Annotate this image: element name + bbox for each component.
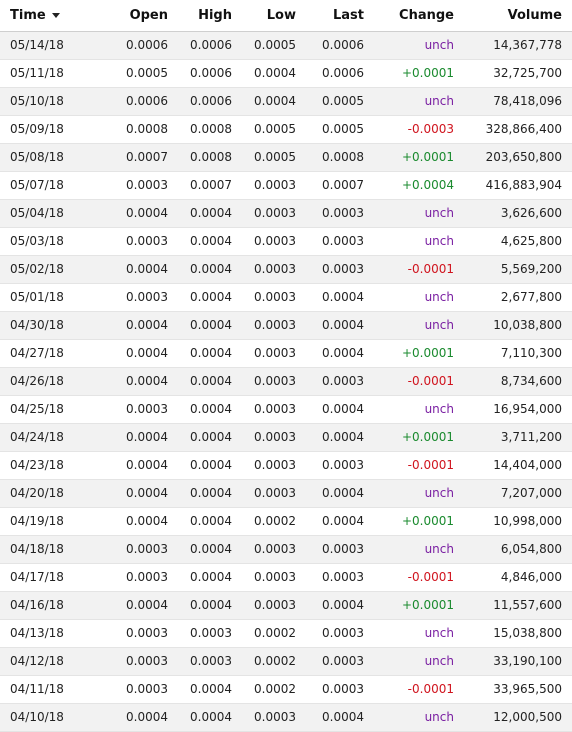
cell-high: 0.0008 <box>178 115 242 143</box>
cell-change: unch <box>374 87 464 115</box>
column-header-volume[interactable]: Volume <box>464 0 572 31</box>
cell-high: 0.0004 <box>178 479 242 507</box>
cell-last: 0.0006 <box>306 59 374 87</box>
cell-volume: 2,677,800 <box>464 283 572 311</box>
cell-last: 0.0007 <box>306 171 374 199</box>
cell-last: 0.0004 <box>306 395 374 423</box>
cell-change: -0.0001 <box>374 255 464 283</box>
column-header-open[interactable]: Open <box>100 0 178 31</box>
table-row <box>0 423 572 451</box>
table-row <box>0 395 572 423</box>
cell-open: 0.0005 <box>100 59 178 87</box>
cell-last: 0.0003 <box>306 619 374 647</box>
cell-volume: 14,404,000 <box>464 451 572 479</box>
table-row <box>0 143 572 171</box>
cell-time: 04/10/18 <box>0 703 100 731</box>
cell-volume: 7,110,300 <box>464 339 572 367</box>
cell-volume: 4,625,800 <box>464 227 572 255</box>
cell-low: 0.0003 <box>242 311 306 339</box>
cell-open: 0.0004 <box>100 339 178 367</box>
cell-high: 0.0004 <box>178 703 242 731</box>
cell-volume: 203,650,800 <box>464 143 572 171</box>
cell-low: 0.0002 <box>242 647 306 675</box>
cell-high: 0.0004 <box>178 535 242 563</box>
cell-high: 0.0003 <box>178 647 242 675</box>
cell-high: 0.0008 <box>178 143 242 171</box>
cell-open: 0.0004 <box>100 199 178 227</box>
cell-change: unch <box>374 619 464 647</box>
cell-time: 05/04/18 <box>0 199 100 227</box>
table-row <box>0 451 572 479</box>
cell-change: -0.0001 <box>374 563 464 591</box>
table-row <box>0 171 572 199</box>
cell-last: 0.0004 <box>306 423 374 451</box>
cell-volume: 3,711,200 <box>464 423 572 451</box>
table-header <box>0 0 572 31</box>
cell-open: 0.0003 <box>100 171 178 199</box>
cell-high: 0.0004 <box>178 283 242 311</box>
header-row <box>0 0 572 31</box>
cell-low: 0.0003 <box>242 703 306 731</box>
cell-low: 0.0003 <box>242 227 306 255</box>
cell-low: 0.0003 <box>242 395 306 423</box>
cell-time: 05/08/18 <box>0 143 100 171</box>
cell-last: 0.0004 <box>306 703 374 731</box>
column-header-low[interactable]: Low <box>242 0 306 31</box>
cell-open: 0.0004 <box>100 423 178 451</box>
cell-change: unch <box>374 479 464 507</box>
table-row <box>0 367 572 395</box>
cell-low: 0.0005 <box>242 115 306 143</box>
cell-volume: 33,965,500 <box>464 675 572 703</box>
cell-last: 0.0003 <box>306 675 374 703</box>
cell-change: -0.0001 <box>374 451 464 479</box>
cell-low: 0.0003 <box>242 451 306 479</box>
cell-low: 0.0005 <box>242 143 306 171</box>
cell-volume: 15,038,800 <box>464 619 572 647</box>
cell-high: 0.0004 <box>178 591 242 619</box>
cell-high: 0.0004 <box>178 507 242 535</box>
cell-change: +0.0001 <box>374 507 464 535</box>
cell-time: 04/30/18 <box>0 311 100 339</box>
cell-change: unch <box>374 227 464 255</box>
cell-time: 04/23/18 <box>0 451 100 479</box>
cell-time: 05/10/18 <box>0 87 100 115</box>
cell-last: 0.0004 <box>306 591 374 619</box>
cell-volume: 10,998,000 <box>464 507 572 535</box>
cell-time: 04/25/18 <box>0 395 100 423</box>
cell-last: 0.0003 <box>306 367 374 395</box>
cell-change: +0.0001 <box>374 339 464 367</box>
cell-volume: 32,725,700 <box>464 59 572 87</box>
cell-time: 04/27/18 <box>0 339 100 367</box>
cell-change: -0.0001 <box>374 675 464 703</box>
cell-low: 0.0003 <box>242 423 306 451</box>
table-row <box>0 647 572 675</box>
cell-volume: 5,569,200 <box>464 255 572 283</box>
cell-volume: 8,734,600 <box>464 367 572 395</box>
table-row <box>0 31 572 59</box>
cell-open: 0.0004 <box>100 367 178 395</box>
cell-open: 0.0004 <box>100 479 178 507</box>
column-header-time-label: Time <box>10 7 46 23</box>
table-row <box>0 563 572 591</box>
cell-last: 0.0003 <box>306 563 374 591</box>
table-row <box>0 675 572 703</box>
cell-high: 0.0004 <box>178 339 242 367</box>
cell-time: 04/17/18 <box>0 563 100 591</box>
cell-last: 0.0004 <box>306 479 374 507</box>
column-header-last[interactable]: Last <box>306 0 374 31</box>
cell-change: unch <box>374 647 464 675</box>
cell-low: 0.0004 <box>242 87 306 115</box>
cell-low: 0.0005 <box>242 31 306 59</box>
cell-time: 04/16/18 <box>0 591 100 619</box>
cell-volume: 14,367,778 <box>464 31 572 59</box>
cell-high: 0.0004 <box>178 563 242 591</box>
cell-open: 0.0004 <box>100 451 178 479</box>
cell-low: 0.0003 <box>242 563 306 591</box>
cell-last: 0.0003 <box>306 535 374 563</box>
cell-change: unch <box>374 395 464 423</box>
cell-low: 0.0003 <box>242 479 306 507</box>
cell-high: 0.0004 <box>178 199 242 227</box>
cell-time: 05/09/18 <box>0 115 100 143</box>
cell-time: 04/11/18 <box>0 675 100 703</box>
cell-high: 0.0003 <box>178 619 242 647</box>
cell-change: +0.0004 <box>374 171 464 199</box>
cell-change: -0.0003 <box>374 115 464 143</box>
cell-volume: 328,866,400 <box>464 115 572 143</box>
cell-open: 0.0004 <box>100 507 178 535</box>
cell-time: 04/20/18 <box>0 479 100 507</box>
cell-last: 0.0004 <box>306 339 374 367</box>
table-row <box>0 199 572 227</box>
cell-volume: 10,038,800 <box>464 311 572 339</box>
cell-time: 04/26/18 <box>0 367 100 395</box>
cell-change: unch <box>374 283 464 311</box>
cell-change: unch <box>374 199 464 227</box>
cell-time: 04/19/18 <box>0 507 100 535</box>
cell-last: 0.0003 <box>306 227 374 255</box>
cell-open: 0.0004 <box>100 703 178 731</box>
cell-change: +0.0001 <box>374 423 464 451</box>
cell-last: 0.0004 <box>306 311 374 339</box>
cell-high: 0.0004 <box>178 395 242 423</box>
cell-change: +0.0001 <box>374 143 464 171</box>
table-row <box>0 535 572 563</box>
cell-last: 0.0003 <box>306 451 374 479</box>
cell-low: 0.0003 <box>242 535 306 563</box>
cell-low: 0.0003 <box>242 367 306 395</box>
cell-open: 0.0003 <box>100 395 178 423</box>
cell-time: 04/12/18 <box>0 647 100 675</box>
cell-change: +0.0001 <box>374 591 464 619</box>
table-row <box>0 255 572 283</box>
cell-low: 0.0003 <box>242 199 306 227</box>
cell-open: 0.0007 <box>100 143 178 171</box>
table-row <box>0 339 572 367</box>
cell-open: 0.0004 <box>100 591 178 619</box>
table-row <box>0 507 572 535</box>
cell-open: 0.0003 <box>100 675 178 703</box>
cell-last: 0.0003 <box>306 199 374 227</box>
cell-time: 04/13/18 <box>0 619 100 647</box>
cell-volume: 7,207,000 <box>464 479 572 507</box>
cell-open: 0.0006 <box>100 87 178 115</box>
cell-volume: 6,054,800 <box>464 535 572 563</box>
cell-time: 04/18/18 <box>0 535 100 563</box>
cell-low: 0.0002 <box>242 675 306 703</box>
cell-time: 05/14/18 <box>0 31 100 59</box>
table-row <box>0 115 572 143</box>
cell-low: 0.0003 <box>242 171 306 199</box>
cell-low: 0.0002 <box>242 507 306 535</box>
cell-open: 0.0003 <box>100 283 178 311</box>
table-row <box>0 227 572 255</box>
cell-volume: 33,190,100 <box>464 647 572 675</box>
cell-high: 0.0004 <box>178 675 242 703</box>
table-row <box>0 479 572 507</box>
cell-low: 0.0003 <box>242 591 306 619</box>
cell-high: 0.0004 <box>178 451 242 479</box>
cell-high: 0.0004 <box>178 311 242 339</box>
column-header-time[interactable] <box>0 0 100 31</box>
cell-last: 0.0003 <box>306 255 374 283</box>
table-row <box>0 619 572 647</box>
cell-last: 0.0006 <box>306 31 374 59</box>
cell-high: 0.0006 <box>178 31 242 59</box>
cell-high: 0.0006 <box>178 87 242 115</box>
cell-low: 0.0003 <box>242 339 306 367</box>
cell-time: 04/24/18 <box>0 423 100 451</box>
cell-volume: 78,418,096 <box>464 87 572 115</box>
cell-open: 0.0004 <box>100 255 178 283</box>
cell-high: 0.0007 <box>178 171 242 199</box>
cell-change: +0.0001 <box>374 59 464 87</box>
cell-high: 0.0004 <box>178 255 242 283</box>
cell-time: 05/03/18 <box>0 227 100 255</box>
cell-change: unch <box>374 311 464 339</box>
cell-open: 0.0003 <box>100 647 178 675</box>
cell-time: 05/11/18 <box>0 59 100 87</box>
caret-down-icon <box>52 13 60 18</box>
cell-low: 0.0004 <box>242 59 306 87</box>
cell-change: unch <box>374 31 464 59</box>
cell-change: unch <box>374 535 464 563</box>
column-header-high[interactable]: High <box>178 0 242 31</box>
cell-low: 0.0003 <box>242 283 306 311</box>
cell-last: 0.0005 <box>306 115 374 143</box>
table-body <box>0 31 572 731</box>
cell-change: unch <box>374 703 464 731</box>
cell-open: 0.0003 <box>100 563 178 591</box>
cell-time: 05/07/18 <box>0 171 100 199</box>
table-row <box>0 283 572 311</box>
cell-change: -0.0001 <box>374 367 464 395</box>
cell-low: 0.0003 <box>242 255 306 283</box>
cell-last: 0.0008 <box>306 143 374 171</box>
table-row <box>0 703 572 731</box>
cell-open: 0.0006 <box>100 31 178 59</box>
table-row <box>0 311 572 339</box>
cell-open: 0.0004 <box>100 311 178 339</box>
cell-open: 0.0008 <box>100 115 178 143</box>
cell-low: 0.0002 <box>242 619 306 647</box>
cell-high: 0.0006 <box>178 59 242 87</box>
cell-last: 0.0004 <box>306 507 374 535</box>
cell-volume: 4,846,000 <box>464 563 572 591</box>
cell-time: 05/01/18 <box>0 283 100 311</box>
cell-last: 0.0005 <box>306 87 374 115</box>
cell-volume: 416,883,904 <box>464 171 572 199</box>
cell-last: 0.0004 <box>306 283 374 311</box>
column-header-change[interactable]: Change <box>374 0 464 31</box>
cell-open: 0.0003 <box>100 227 178 255</box>
table-row <box>0 87 572 115</box>
cell-time: 05/02/18 <box>0 255 100 283</box>
cell-last: 0.0003 <box>306 647 374 675</box>
cell-high: 0.0004 <box>178 227 242 255</box>
cell-volume: 3,626,600 <box>464 199 572 227</box>
cell-high: 0.0004 <box>178 367 242 395</box>
cell-open: 0.0003 <box>100 535 178 563</box>
cell-high: 0.0004 <box>178 423 242 451</box>
table-row <box>0 59 572 87</box>
cell-volume: 12,000,500 <box>464 703 572 731</box>
cell-open: 0.0003 <box>100 619 178 647</box>
table-row <box>0 591 572 619</box>
cell-volume: 11,557,600 <box>464 591 572 619</box>
cell-volume: 16,954,000 <box>464 395 572 423</box>
